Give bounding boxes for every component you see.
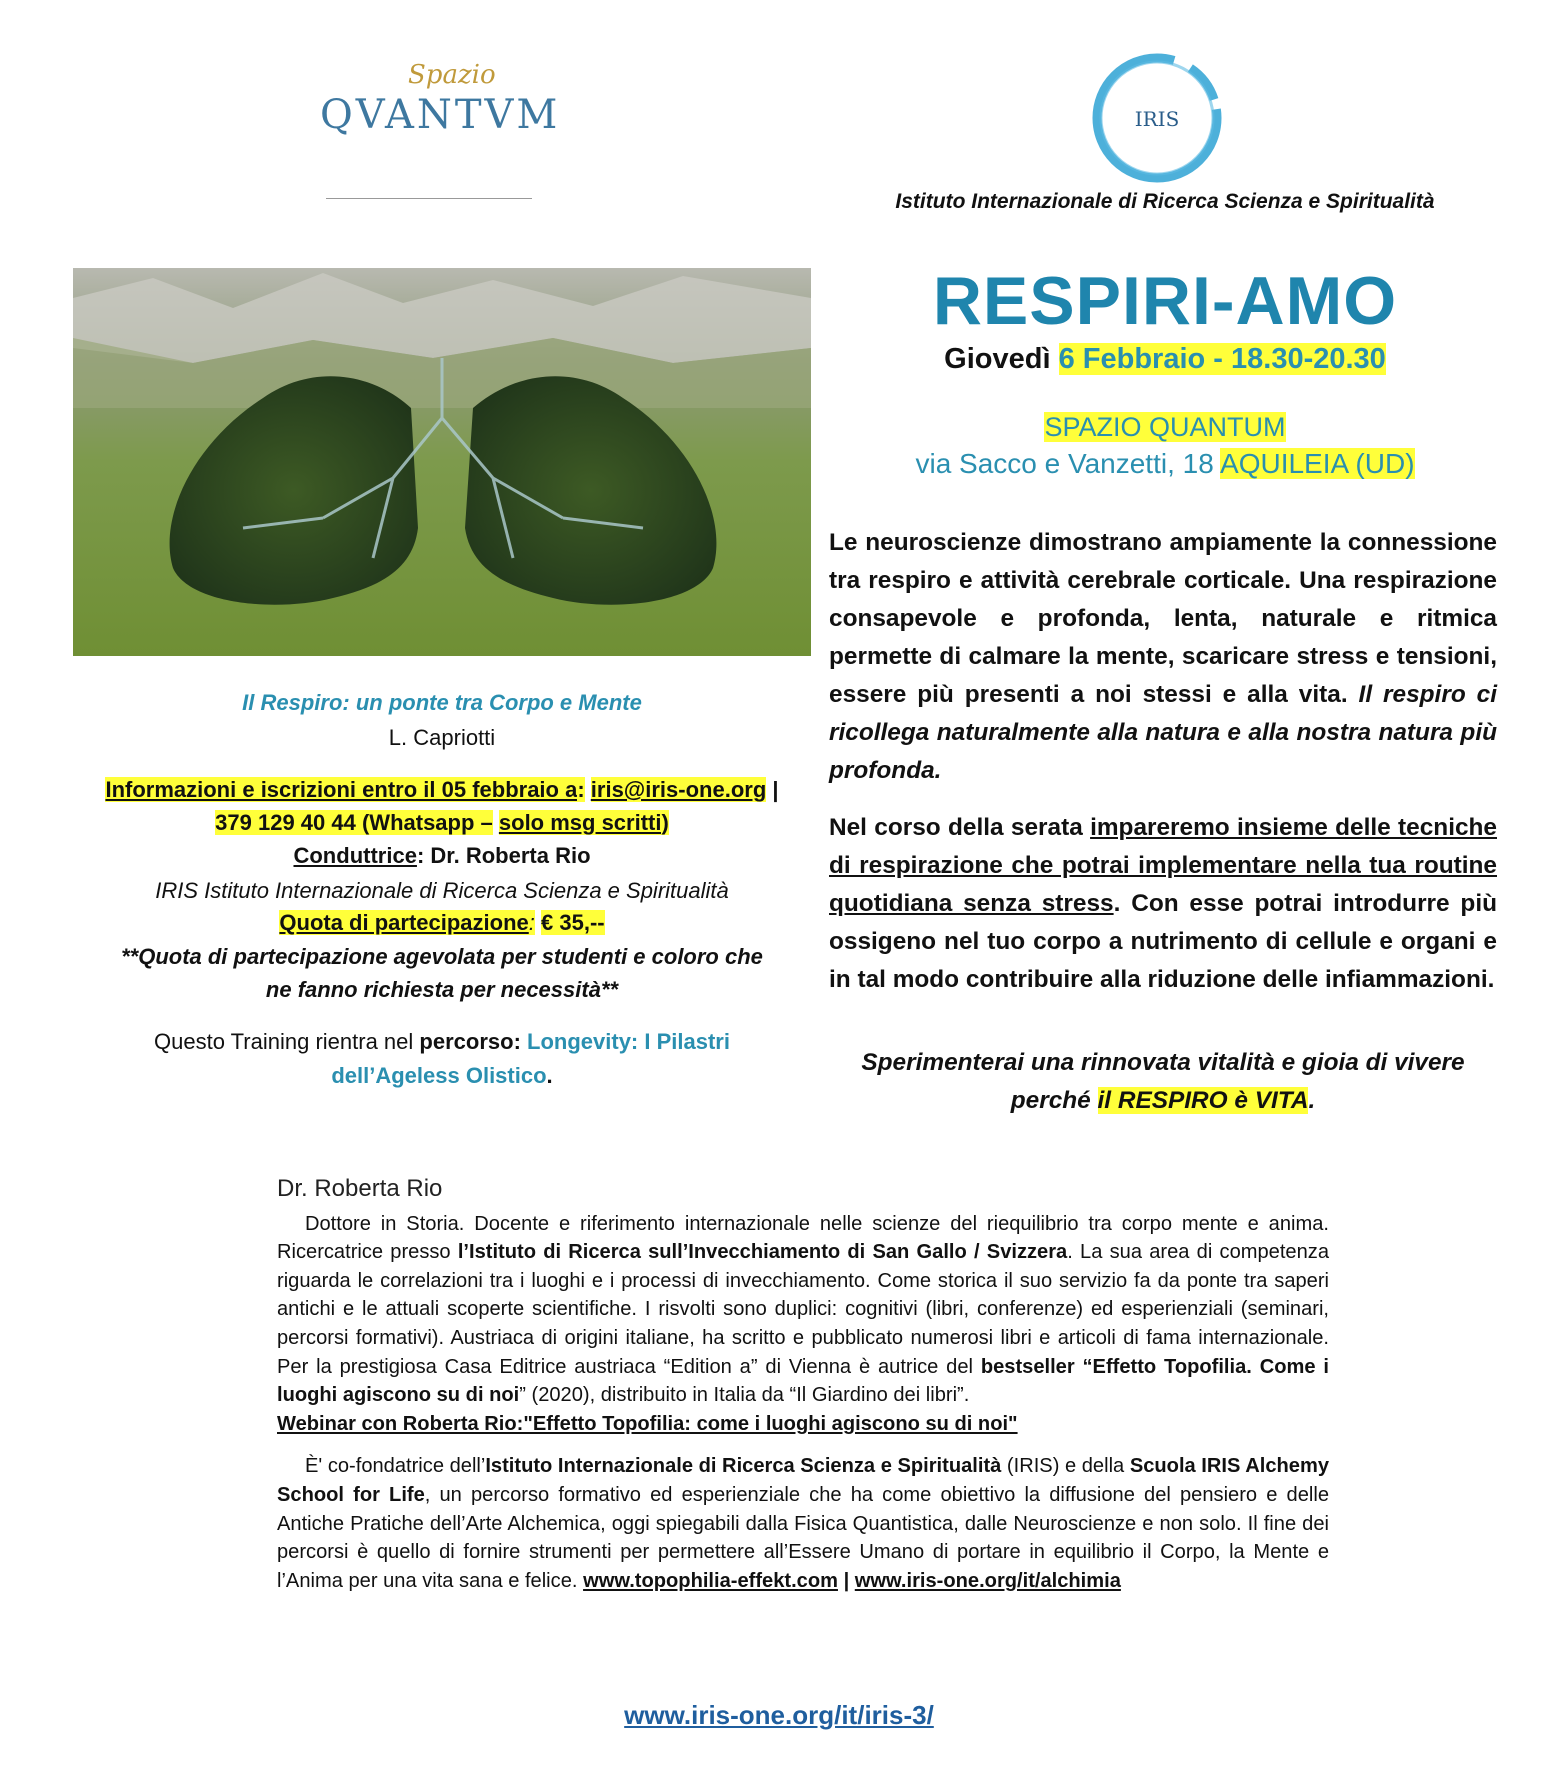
event-title: RESPIRI-AMO (932, 263, 1398, 339)
path-link[interactable]: Longevity: I Pilastri (527, 1029, 730, 1054)
alchimia-link[interactable]: www.iris-one.org/it/alchimia (854, 1569, 1121, 1592)
fee-line: Quota di partecipazione: € 35,-- (279, 910, 605, 935)
reduced-fee-note-1: **Quota di partecipazione agevolata per studenti e coloro che (121, 944, 763, 969)
host-line: Conduttrice: Dr. Roberta Rio (293, 843, 591, 868)
topophilia-link[interactable]: www.topophilia-effekt.com (583, 1569, 838, 1592)
closing-statement: Sperimenterai una rinnovata vitalità e gioia di vivere perché il RESPIRO è VITA. (861, 1049, 1465, 1114)
venue-name: SPAZIO QUANTUM (1044, 412, 1286, 442)
iris-caption: Istituto Internazionale di Ricerca Scienza e Spiritualità (895, 190, 1435, 213)
iris-ring-icon (1087, 48, 1227, 188)
path-line-2: dell’Ageless Olistico. (331, 1063, 553, 1088)
email-link[interactable]: iris@iris-one.org (590, 777, 767, 802)
host-organization: IRIS Istituto Internazionale di Ricerca Scienza e Spiritualità (155, 878, 729, 903)
logo-main-text: QVANTVM (320, 92, 561, 138)
image-caption-title: Il Respiro: un ponte tra Corpo e Mente (242, 690, 642, 715)
divider (326, 198, 532, 199)
venue-address (830, 448, 1500, 480)
logo-script-text: Spazio (408, 60, 496, 90)
spazio-quantum-logo (320, 60, 561, 170)
venue-street: via Sacco e Vanzetti, 18 (915, 448, 1214, 479)
path-line: Questo Training rientra nel percorso: Longevity: I Pilastri (154, 1029, 730, 1054)
venue-city: AQUILEIA (UD) (1220, 448, 1415, 479)
bio-paragraph-2: È' co-fondatrice dell’Istituto Internazionale di Ricerca Scienza e Spiritualità (IRIS) e della Scuola IRIS Alchemy School for Life, un percorso formativo ed esperienziale che ha come obiettivo la diffusione del pensiero e delle Antiche Pratiche dell’Arte Alchemica, oggi spiegabili dalla Fisica Quantistica, dalle Neuroscienze e non solo. Il fine dei percorsi è quello di fornire strumenti per permettere all’Essere Umano di portare in equilibrio il Corpo, la Mente e l’Anima per una vita sana e felice. www.topophilia-effekt.com | www.iris-one.org/it/alchimia (277, 1455, 1329, 1592)
image-caption-author: L. Capriotti (388, 725, 496, 750)
reduced-fee-note-2: ne fanno richiesta per necessità** (265, 977, 619, 1002)
iris-logo-text: IRIS (1134, 107, 1180, 131)
bio-section (277, 1175, 1329, 1595)
registration-line: Informazioni e iscrizioni entro il 05 febbraio a: iris@iris-one.org | (105, 777, 779, 802)
event-date-time: 6 Febbraio - 18.30-20.30 (1058, 343, 1386, 375)
phone-line: 379 129 40 44 (Whatsapp – solo msg scritti) (215, 810, 669, 835)
fee-value: € 35,-- (541, 910, 605, 935)
iris-logo (1087, 48, 1227, 188)
path-link-cont[interactable]: dell’Ageless Olistico (331, 1063, 547, 1088)
event-date-line (830, 343, 1500, 376)
description-paragraph-1: Le neuroscienze dimostrano ampiamente la connessione tra respiro e attività cerebrale corticale. Una respirazione consapevole e profonda, lenta, naturale e ritmica permette di calmare la mente, scaricare stress e tensioni, essere più presenti a noi stessi e alla vita. Il respiro ci ricollega naturalmente alla natura e alla nostra natura più profonda. (829, 529, 1497, 784)
footer-link[interactable]: www.iris-one.org/it/iris-3/ (624, 1700, 934, 1730)
bio-name: Dr. Roberta Rio (277, 1175, 443, 1202)
bio-paragraph-1: Dottore in Storia. Docente e riferimento internazionale nelle scienze del riequilibrio tra corpo mente e anima. Ricercatrice presso l’Istituto di Ricerca sull’Invecchiamento di San Gallo / Svizzera. La sua area di competenza riguarda le correlazioni tra i luoghi e i processi di invecchiamento. Come storica il suo servizio fa da ponte tra saperi antichi e le attuali scoperte scientifiche. I risvolti sono duplici: cognitivi (libri, conferenze) ed esperienziali (seminari, percorsi formativi). Austriaca di origini italiane, ha scritto e pubblicato numerosi libri e articoli di fama internazionale. Per la prestigiosa Casa Editrice austriaca “Edition a” di Vienna è autrice del bestseller “Effetto Topofilia. Come i luoghi agiscono su di noi” (2020), distribuito in Italia da “Il Giardino dei libri”. (277, 1212, 1329, 1407)
event-day: Giovedì (944, 343, 1051, 375)
webinar-link[interactable]: Webinar con Roberta Rio:"Effetto Topofilia: come i luoghi agiscono su di noi" (277, 1412, 1018, 1435)
respiro-vita-highlight: il RESPIRO è VITA (1097, 1087, 1309, 1114)
lungs-forest-image (73, 268, 811, 656)
description-paragraph-2: Nel corso della serata impareremo insieme delle tecniche di respirazione che potrai implementare nella tua routine quotidiana senza stress. Con esse potrai introdurre più ossigeno nel tuo corpo a nutrimento di cellule e organi e in tal modo contribuire alla riduzione delle infiammazioni. (829, 814, 1498, 993)
